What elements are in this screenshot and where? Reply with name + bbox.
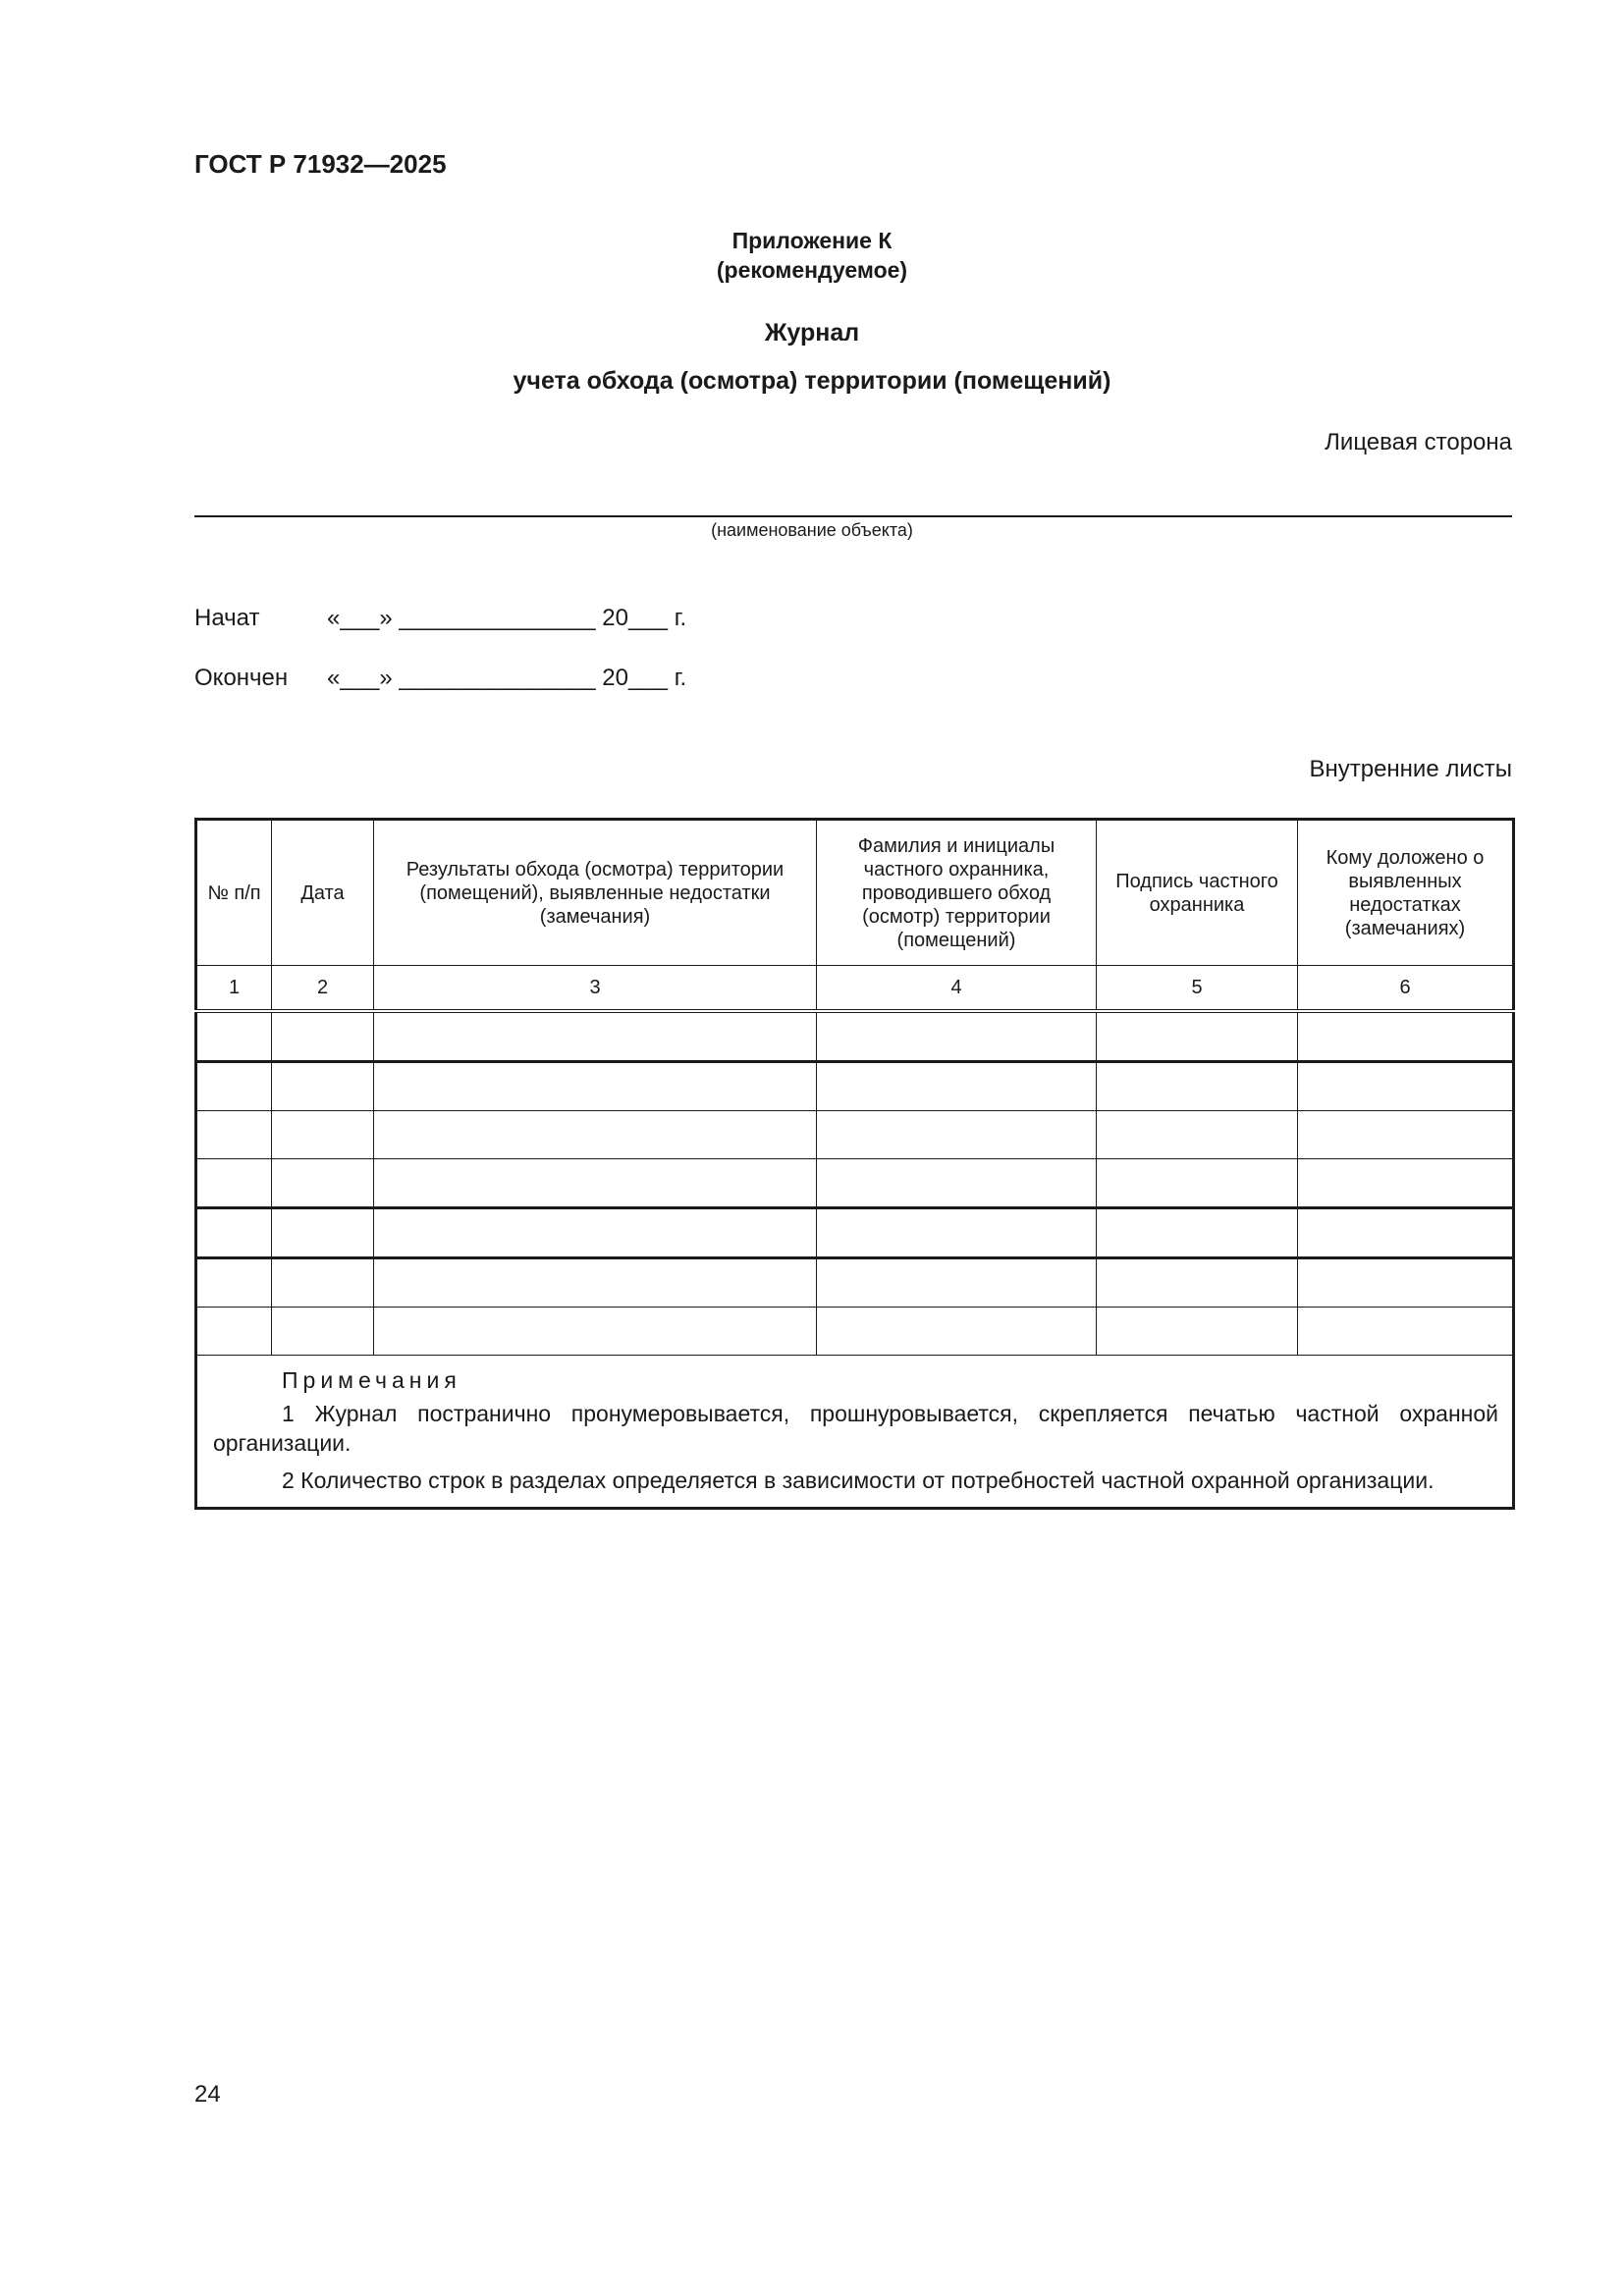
note-item: 1 Журнал постранично пронумеровывается, прошнуровывается, скрепляется печатью частной охранной организации. xyxy=(213,1401,1498,1456)
table-cell xyxy=(817,1011,1097,1062)
table-cell xyxy=(1097,1308,1298,1356)
table-cell xyxy=(272,1208,374,1258)
table-cell xyxy=(1298,1159,1514,1208)
table-cell xyxy=(1298,1011,1514,1062)
table-cell xyxy=(1097,1111,1298,1159)
table-cell xyxy=(196,1159,272,1208)
table-cell xyxy=(817,1062,1097,1111)
table-cell xyxy=(196,1111,272,1159)
table-cell xyxy=(272,1308,374,1356)
appendix-status: (рекомендуемое) xyxy=(716,257,908,283)
table-cell xyxy=(1097,1208,1298,1258)
table-cell xyxy=(817,1159,1097,1208)
finished-label: Окончен xyxy=(194,665,289,691)
table-cell xyxy=(1298,1258,1514,1308)
column-number: 1 xyxy=(196,966,272,1012)
table-row xyxy=(196,1208,1514,1258)
started-label: Начат xyxy=(194,605,260,631)
table-cell xyxy=(196,1308,272,1356)
table-cell xyxy=(374,1208,817,1258)
column-number: 6 xyxy=(1298,966,1514,1012)
table-cell xyxy=(196,1062,272,1111)
table-cell xyxy=(1097,1159,1298,1208)
table-cell xyxy=(1298,1111,1514,1159)
table-cell xyxy=(374,1159,817,1208)
table-cell xyxy=(1298,1308,1514,1356)
table-cell xyxy=(817,1111,1097,1159)
table-cell xyxy=(196,1258,272,1308)
table-cell xyxy=(374,1062,817,1111)
table-cell xyxy=(272,1159,374,1208)
table-row xyxy=(196,1159,1514,1208)
appendix-title: Приложение К xyxy=(731,228,893,253)
table-cell xyxy=(374,1258,817,1308)
started-date-field: «___» _______________ 20___ г. xyxy=(327,605,687,631)
column-number: 4 xyxy=(817,966,1097,1012)
table-cell xyxy=(817,1308,1097,1356)
page-number: 24 xyxy=(194,2081,221,2108)
table-row xyxy=(196,1111,1514,1159)
column-number: 3 xyxy=(374,966,817,1012)
table-cell xyxy=(1298,1208,1514,1258)
table-cell xyxy=(1298,1062,1514,1111)
col-header-signature: Подпись частного охранника xyxy=(1097,820,1298,966)
table-cell xyxy=(817,1208,1097,1258)
table-cell xyxy=(1097,1258,1298,1308)
table-row xyxy=(196,1011,1514,1062)
table-cell xyxy=(196,1208,272,1258)
journal-title: Журнал xyxy=(764,319,860,347)
table-cell xyxy=(374,1011,817,1062)
column-number: 2 xyxy=(272,966,374,1012)
finished-date-field: «___» _______________ 20___ г. xyxy=(327,665,687,691)
table-cell xyxy=(272,1111,374,1159)
table-cell xyxy=(272,1062,374,1111)
column-number-row xyxy=(196,966,1514,1012)
table-cell xyxy=(1097,1011,1298,1062)
col-header-number: № п/п xyxy=(196,820,272,966)
table-cell xyxy=(272,1258,374,1308)
table-cell xyxy=(817,1258,1097,1308)
table-cell xyxy=(374,1111,817,1159)
col-header-reported-to: Кому доложено о выявленных недостатках (замечаниях) xyxy=(1298,820,1514,966)
column-number: 5 xyxy=(1097,966,1298,1012)
notes-title: Примечания xyxy=(282,1367,461,1393)
journal-subtitle: учета обхода (осмотра) территории (помещений) xyxy=(513,367,1111,395)
col-header-results: Результаты обхода (осмотра) территории (помещений), выявленные недостатки (замечания) xyxy=(374,820,817,966)
table-row xyxy=(196,1258,1514,1308)
table-row xyxy=(196,1062,1514,1111)
object-name-caption: (наименование объекта) xyxy=(711,520,913,540)
col-header-date: Дата xyxy=(272,820,374,966)
table-cell xyxy=(374,1308,817,1356)
object-name-line xyxy=(194,515,1512,517)
note-item: 2 Количество строк в разделах определяется в зависимости от потребностей частной охранной организации. xyxy=(282,1468,1435,1493)
inner-sheets-label: Внутренние листы xyxy=(1309,756,1512,782)
table-header-row xyxy=(196,820,1514,966)
table-cell xyxy=(1097,1062,1298,1111)
standard-designation: ГОСТ Р 71932—2025 xyxy=(194,149,447,179)
table-row xyxy=(196,1308,1514,1356)
notes-cell xyxy=(196,1356,1514,1509)
front-side-label: Лицевая сторона xyxy=(1325,429,1512,455)
table-cell xyxy=(272,1011,374,1062)
table-cell xyxy=(196,1011,272,1062)
col-header-guard-name: Фамилия и инициалы частного охранника, проводившего обход (осмотр) территории (помещений) xyxy=(817,820,1097,966)
notes-row xyxy=(196,1356,1514,1509)
journal-table xyxy=(194,818,1515,1510)
